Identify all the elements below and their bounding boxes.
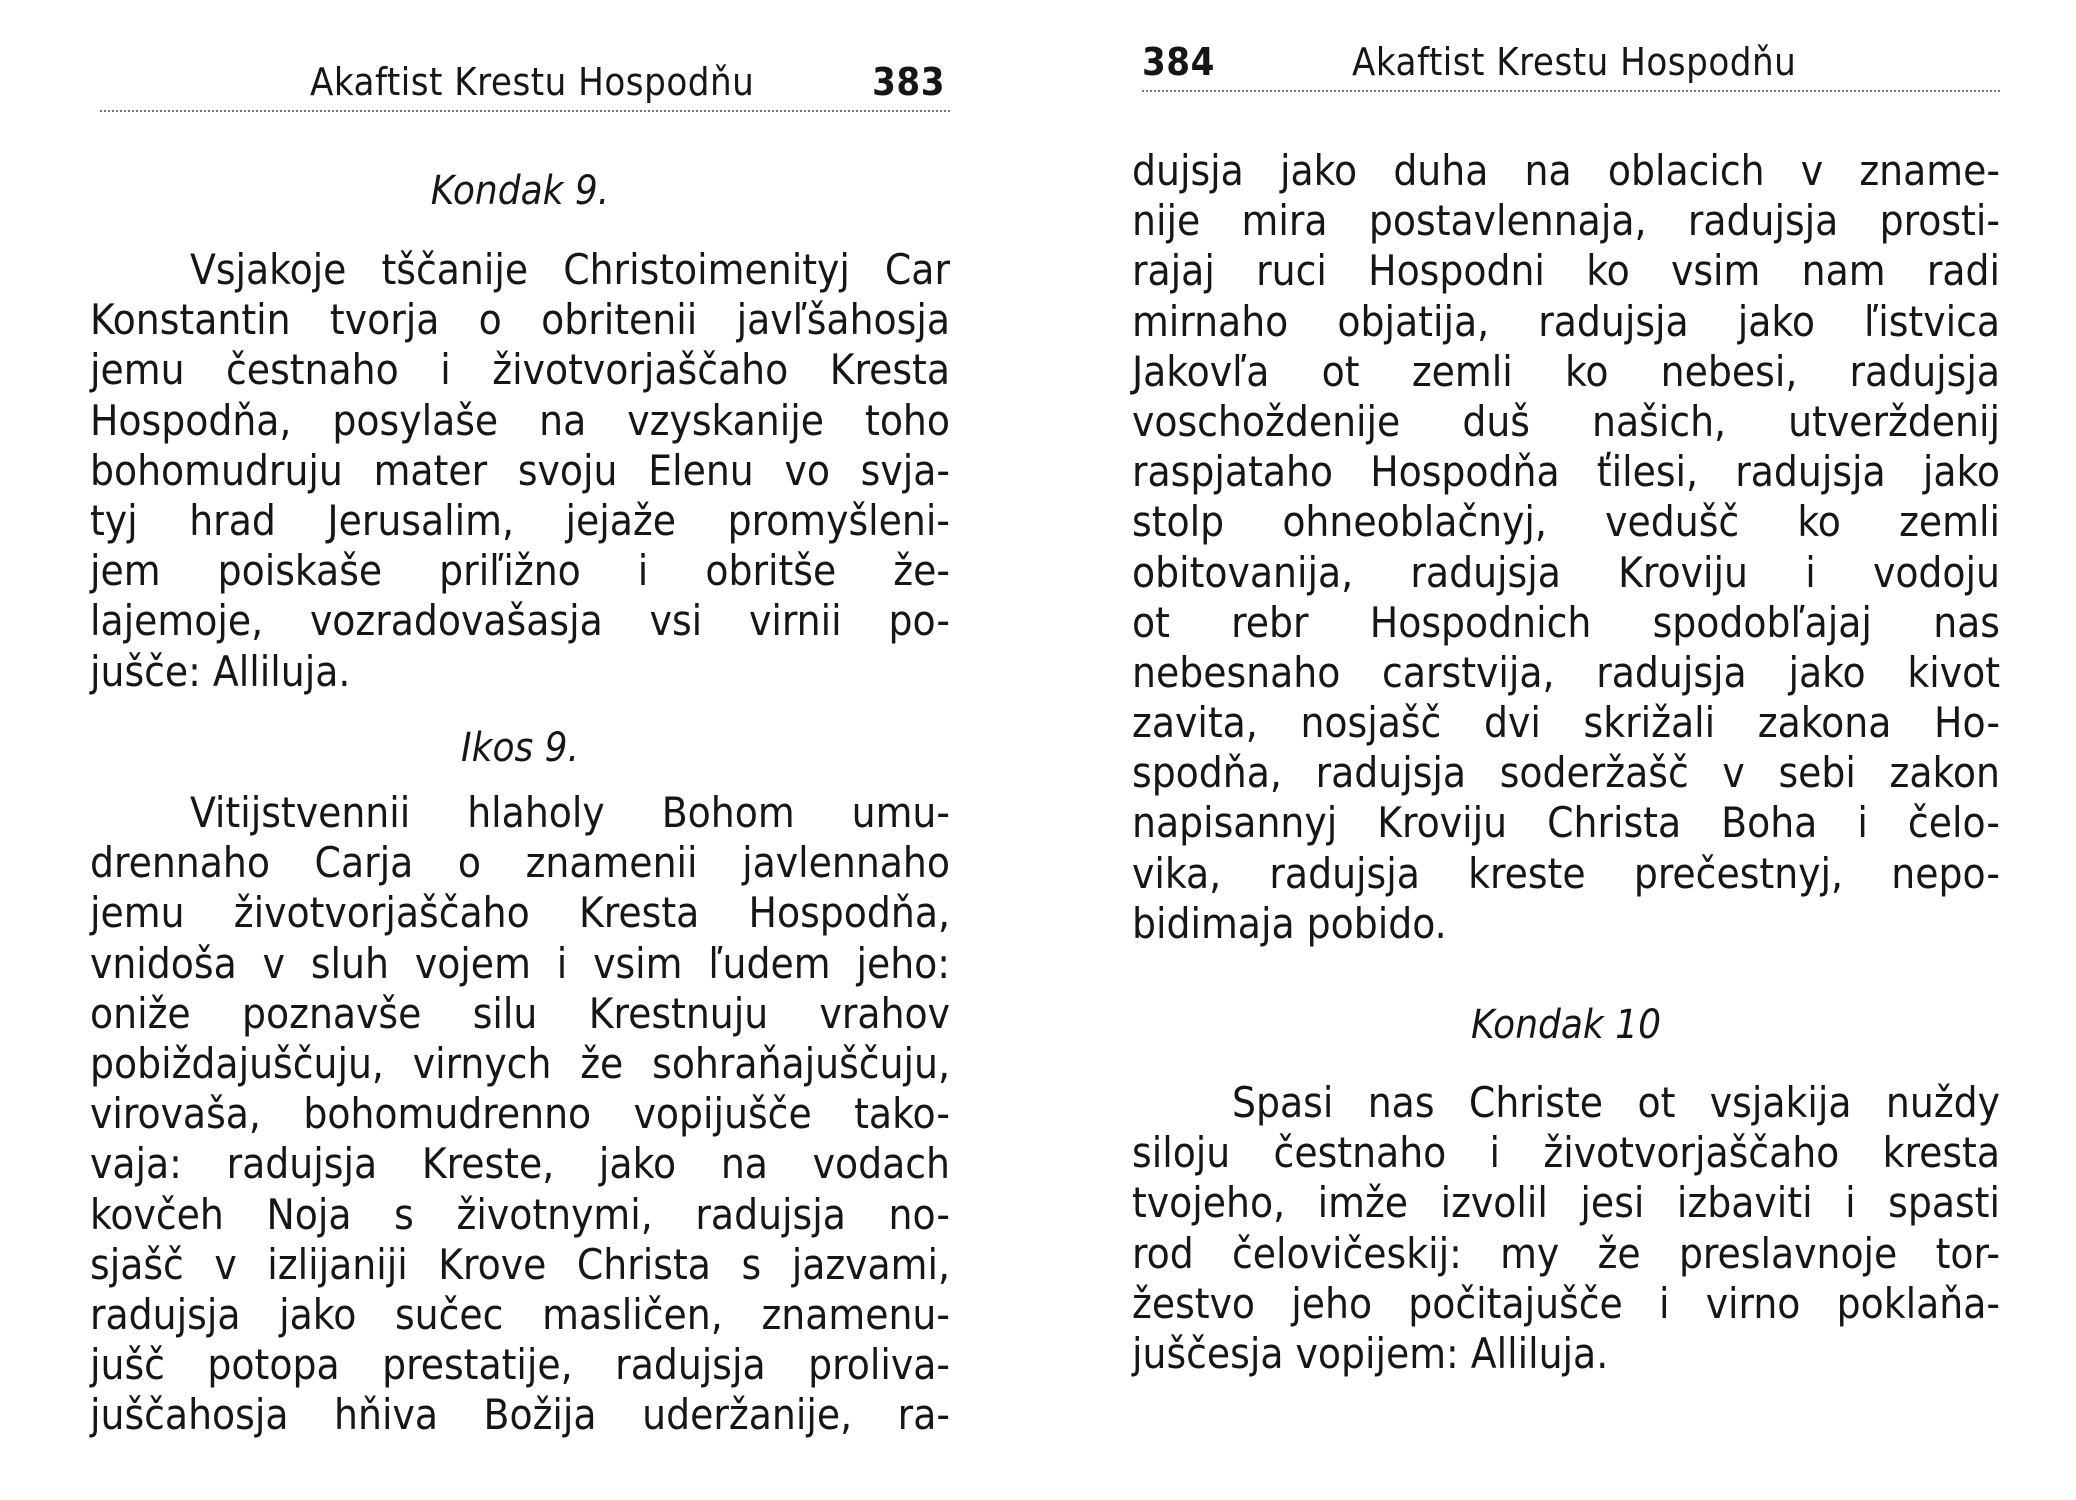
kondak-9-heading: Kondak 9.: [430, 168, 610, 214]
text-line: juščesja vopijem: Alliluja.: [1132, 1328, 1609, 1378]
text-line: rajaj ruci Hospodni ko vsim nam radi: [1132, 246, 2000, 296]
kondak-10-text: [1132, 1078, 2000, 1379]
ikos-9-continued-text: [1132, 146, 2000, 949]
text-line: vika, radujsja kreste prečestnyj, nepo-: [1132, 848, 2000, 898]
text-line: jušče: Alliluja.: [90, 646, 351, 696]
text-line: nebesnaho carstvija, radujsja jako kivot: [1132, 647, 2000, 697]
text-line: drennaho Carja o znamenii javlennaho: [90, 838, 950, 888]
page-number: 383: [872, 60, 945, 104]
text-line: napisannyj Kroviju Christa Boha i čelo-: [1132, 798, 2000, 848]
text-line: bidimaja pobido.: [1132, 898, 1447, 948]
text-line: nije mira postavlennaja, radujsja prosti-: [1132, 196, 2000, 246]
left-page: [90, 0, 950, 1500]
text-line: jemu čestnaho i životvorjaščaho Kresta: [90, 345, 950, 395]
right-page: [1132, 0, 2000, 1500]
text-line: Spasi nas Christe ot vsjakija nuždy: [1232, 1078, 2000, 1127]
text-line: rod čelovičeskij: my že preslavnoje tor-: [1132, 1228, 2000, 1278]
text-line: vaja: radujsja Kreste, jako na vodach: [90, 1139, 950, 1189]
ikos-9-text: [90, 788, 950, 1440]
text-line: jem poiskaše priľižno i obritše že-: [90, 546, 950, 596]
text-line: lajemoje, vozradovašasja vsi virnii po-: [90, 596, 950, 646]
text-line: juščahosja hňiva Božija uderžanije, ra-: [90, 1390, 950, 1440]
text-line: žestvo jeho počitajušče i virno poklaňa-: [1132, 1278, 2000, 1328]
text-line: dujsja jako duha na oblacich v zname-: [1132, 146, 2000, 195]
running-head-title: Akaftist Krestu Hospodňu: [1352, 40, 1797, 84]
page-number: 384: [1142, 40, 1215, 84]
text-line: Vitijstvennii hlaholy Bohom umu-: [190, 788, 950, 837]
text-line: tyj hrad Jerusalim, jejaže promyšleni-: [90, 495, 950, 545]
text-line: pobiždajuščuju, virnych že sohraňajuščuju,: [90, 1038, 950, 1088]
text-line: Hospodňa, posylaše na vzyskanije toho: [90, 395, 950, 445]
text-line: siloju čestnaho i životvorjaščaho kresta: [1132, 1128, 2000, 1178]
text-line: sjašč v izlijaniji Krove Christa s jazvami,: [90, 1239, 950, 1289]
text-line: oniže poznavše silu Krestnuju vrahov: [90, 988, 950, 1038]
text-line: Konstantin tvorja o obritenii javľšahosja: [90, 295, 950, 345]
text-line: vnidoša v sluh vojem i vsim ľudem jeho:: [90, 938, 950, 988]
text-line: radujsja jako sučec masličen, znamenu-: [90, 1289, 950, 1339]
text-line: stolp ohneoblačnyj, vedušč ko zemli: [1132, 497, 2000, 547]
kondak-10-heading: Kondak 10: [1471, 1002, 1661, 1048]
text-line: Vsjakoje tščanije Christoimenityj Car: [190, 245, 950, 294]
text-line: ot rebr Hospodnich spodobľajaj nas: [1132, 597, 2000, 647]
text-line: jemu životvorjaščaho Kresta Hospodňa,: [90, 888, 950, 938]
text-line: kovčeh Noja s životnymi, radujsja no-: [90, 1189, 950, 1239]
text-line: obitovanija, radujsja Kroviju i vodoju: [1132, 547, 2000, 597]
text-line: voschoždenije duš našich, utverždenij: [1132, 396, 2000, 446]
text-line: mirnaho objatija, radujsja jako ľistvica: [1132, 296, 2000, 346]
text-line: bohomudruju mater svoju Elenu vo svja-: [90, 445, 950, 495]
text-line: Jakovľa ot zemli ko nebesi, radujsja: [1132, 346, 2000, 396]
ikos-9-heading: Ikos 9.: [461, 725, 579, 771]
kondak-9-text: [90, 245, 950, 697]
text-line: zavita, nosjašč dvi skrižali zakona Ho-: [1132, 698, 2000, 748]
text-line: jušč potopa prestatije, radujsja proliva-: [90, 1340, 950, 1390]
text-line: tvojeho, imže izvolil jesi izbaviti i spasti: [1132, 1178, 2000, 1228]
text-line: virovaša, bohomudrenno vopijušče tako-: [90, 1089, 950, 1139]
running-head-left: [100, 52, 950, 112]
text-line: raspjataho Hospodňa ťilesi, radujsja jako: [1132, 447, 2000, 497]
running-head-right: [1142, 30, 2000, 92]
text-line: spodňa, radujsja soderžašč v sebi zakon: [1132, 748, 2000, 798]
running-head-title: Akaftist Krestu Hospodňu: [310, 60, 755, 104]
